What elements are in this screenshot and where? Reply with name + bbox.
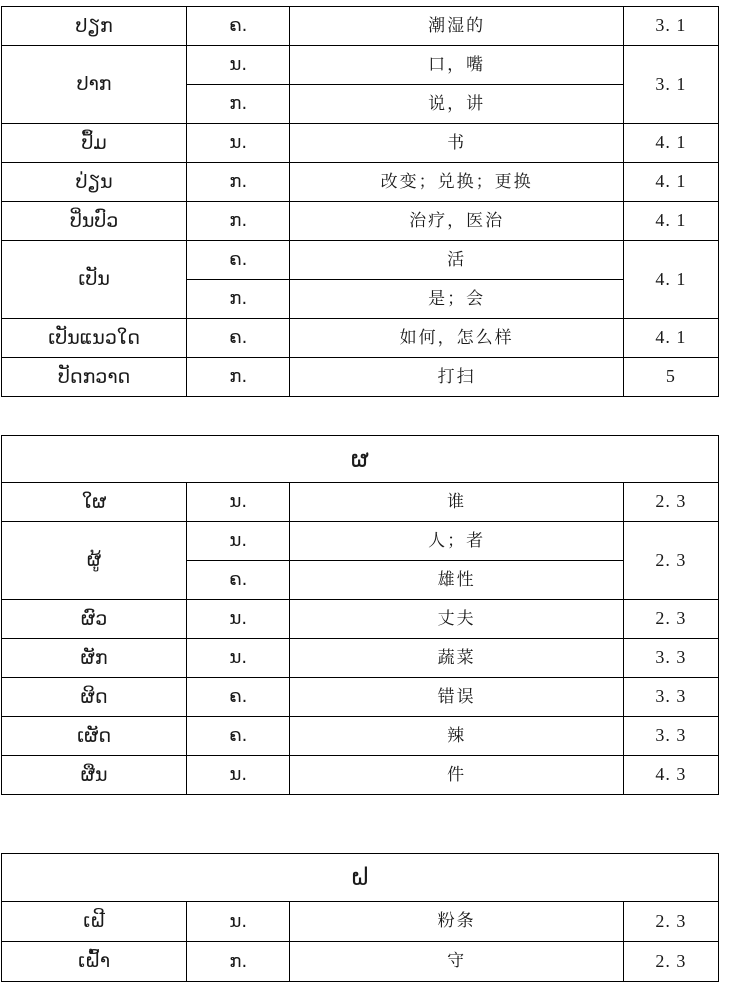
chinese-meaning: 人；者	[290, 522, 623, 561]
part-of-speech: ກ.	[187, 85, 290, 124]
table-row	[2, 319, 719, 358]
lao-word: ຜົວ	[2, 600, 187, 639]
table-row	[2, 639, 719, 678]
chinese-meaning: 谁	[290, 483, 623, 522]
part-of-speech: ຄ.	[187, 319, 290, 358]
part-of-speech: ກ.	[187, 280, 290, 319]
lesson-unit: 4. 1	[623, 202, 718, 241]
lao-word: ຜັກ	[2, 639, 187, 678]
table-row	[2, 942, 719, 982]
lao-word: ເຜັດ	[2, 717, 187, 756]
lesson-unit: 4. 1	[623, 163, 718, 202]
chinese-meaning: 是；会	[290, 280, 623, 319]
lao-word: ໃຜ	[2, 483, 187, 522]
table-row	[2, 522, 719, 561]
lesson-unit: 4. 3	[623, 756, 718, 795]
table-row	[2, 124, 719, 163]
part-of-speech: ຄ.	[187, 678, 290, 717]
lesson-unit: 2. 3	[623, 483, 718, 522]
table-row	[2, 756, 719, 795]
chinese-meaning: 改变；兑换；更换	[290, 163, 623, 202]
part-of-speech: ນ.	[187, 46, 290, 85]
lao-word: ຜູ້	[2, 522, 187, 600]
part-of-speech: ກ.	[187, 942, 290, 982]
part-of-speech: ຄ.	[187, 241, 290, 280]
vocab-table-po	[1, 6, 719, 397]
part-of-speech: ຄ.	[187, 561, 290, 600]
lesson-unit: 3. 1	[623, 7, 718, 46]
part-of-speech: ກ.	[187, 163, 290, 202]
lao-word: ປຽກ	[2, 7, 187, 46]
part-of-speech: ນ.	[187, 483, 290, 522]
chinese-meaning: 治疗，医治	[290, 202, 623, 241]
lao-word: ປຶ້ມ	[2, 124, 187, 163]
chinese-meaning: 如何，怎么样	[290, 319, 623, 358]
chinese-meaning: 雄性	[290, 561, 623, 600]
table-row	[2, 717, 719, 756]
lao-word: ເຝົ້າ	[2, 942, 187, 982]
lesson-unit: 4. 1	[623, 319, 718, 358]
part-of-speech: ຄ.	[187, 717, 290, 756]
table-row	[2, 600, 719, 639]
lesson-unit: 2. 3	[623, 942, 718, 982]
chinese-meaning: 守	[290, 942, 623, 982]
chinese-meaning: 粉条	[290, 902, 623, 942]
part-of-speech: ນ.	[187, 902, 290, 942]
lesson-unit: 3. 1	[623, 46, 718, 124]
lesson-unit: 3. 3	[623, 639, 718, 678]
chinese-meaning: 活	[290, 241, 623, 280]
lesson-unit: 2. 3	[623, 522, 718, 600]
table-row	[2, 241, 719, 280]
lao-word: ປິ່ນປົວ	[2, 202, 187, 241]
table-row	[2, 358, 719, 397]
lesson-unit: 3. 3	[623, 678, 718, 717]
vocab-table-fo	[1, 853, 719, 982]
section-header-row	[2, 436, 719, 483]
lao-word: ປາກ	[2, 46, 187, 124]
lesson-unit: 4. 1	[623, 241, 718, 319]
chinese-meaning: 口，嘴	[290, 46, 623, 85]
table-row	[2, 202, 719, 241]
section-header-row	[2, 854, 719, 902]
part-of-speech: ນ.	[187, 756, 290, 795]
part-of-speech: ນ.	[187, 522, 290, 561]
lao-word: ປັດກວາດ	[2, 358, 187, 397]
lesson-unit: 2. 3	[623, 902, 718, 942]
lao-word: ປ່ຽນ	[2, 163, 187, 202]
chinese-meaning: 潮湿的	[290, 7, 623, 46]
chinese-meaning: 错误	[290, 678, 623, 717]
chinese-meaning: 打扫	[290, 358, 623, 397]
table-row	[2, 46, 719, 85]
chinese-meaning: 件	[290, 756, 623, 795]
lao-word: ຜືນ	[2, 756, 187, 795]
part-of-speech: ນ.	[187, 124, 290, 163]
lao-word: ຜິດ	[2, 678, 187, 717]
table-row	[2, 163, 719, 202]
chinese-meaning: 丈夫	[290, 600, 623, 639]
lesson-unit: 4. 1	[623, 124, 718, 163]
chinese-meaning: 书	[290, 124, 623, 163]
table-row	[2, 678, 719, 717]
table-row	[2, 902, 719, 942]
lesson-unit: 3. 3	[623, 717, 718, 756]
part-of-speech: ນ.	[187, 639, 290, 678]
table-row	[2, 7, 719, 46]
part-of-speech: ຄ.	[187, 7, 290, 46]
part-of-speech: ນ.	[187, 600, 290, 639]
lao-word: ເຝີ	[2, 902, 187, 942]
part-of-speech: ກ.	[187, 202, 290, 241]
lesson-unit: 2. 3	[623, 600, 718, 639]
lao-word: ເປັນແນວໃດ	[2, 319, 187, 358]
lao-word: ເປັນ	[2, 241, 187, 319]
part-of-speech: ກ.	[187, 358, 290, 397]
lesson-unit: 5	[623, 358, 718, 397]
section-letter: ຝ	[2, 854, 719, 902]
table-row	[2, 483, 719, 522]
vocab-table-pho	[1, 435, 719, 795]
section-letter: ຜ	[2, 436, 719, 483]
chinese-meaning: 辣	[290, 717, 623, 756]
chinese-meaning: 说，讲	[290, 85, 623, 124]
chinese-meaning: 蔬菜	[290, 639, 623, 678]
